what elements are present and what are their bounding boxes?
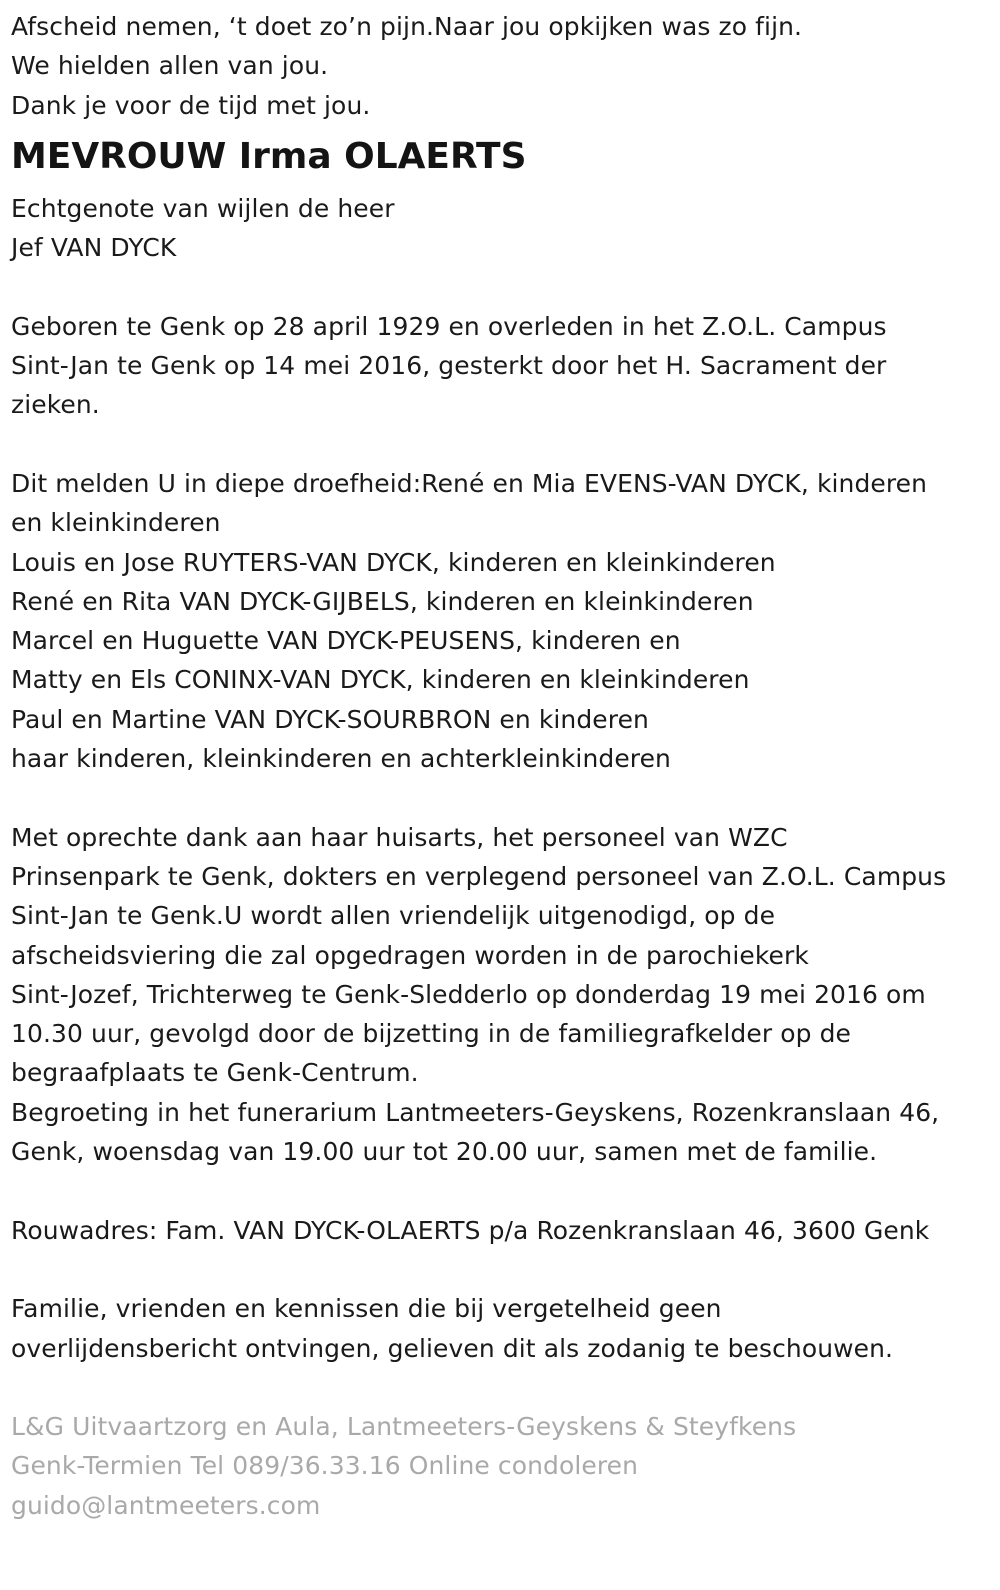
deceased-name: MEVROUW Irma OLAERTS — [11, 135, 527, 177]
family-line: René en Rita VAN DYCK-GIJBELS, kinderen en kleinkinderen — [11, 586, 754, 616]
ceremony-line: begraafplaats te Genk-Centrum. — [11, 1058, 419, 1088]
ceremony-line: Begroeting in het funerarium Lantmeeters-Geyskens, Rozenkranslaan 46, — [11, 1097, 940, 1127]
footer-line: L&G Uitvaartzorg en Aula, Lantmeeters-Geyskens & Steyfkens — [11, 1412, 797, 1442]
spacer — [11, 1368, 990, 1407]
relation-section — [11, 189, 990, 268]
ceremony-line: 10.30 uur, gevolgd door de bijzetting in de familiegrafkelder op de — [11, 1019, 852, 1049]
spacer — [11, 1171, 990, 1210]
family-line: Marcel en Huguette VAN DYCK-PEUSENS, kinderen en — [11, 626, 681, 656]
family-line: Paul en Martine VAN DYCK-SOURBRON en kinderen — [11, 704, 649, 734]
family-line: Matty en Els CONINX-VAN DYCK, kinderen en kleinkinderen — [11, 665, 750, 695]
spacer — [11, 425, 990, 464]
spacer — [11, 1250, 990, 1289]
poem-line: We hielden allen van jou. — [11, 51, 329, 81]
ceremony-line: Genk, woensdag van 19.00 uur tot 20.00 uur, samen met de familie. — [11, 1137, 878, 1167]
ceremony-line: Sint-Jan te Genk.U wordt allen vriendelijk uitgenodigd, op de — [11, 901, 776, 931]
footer-line: Genk-Termien Tel 089/36.33.16 Online condoleren — [11, 1451, 639, 1481]
poem-line: Afscheid nemen, ‘t doet zo’n pijn.Naar jou opkijken was zo fijn. — [11, 12, 803, 41]
spacer — [11, 267, 990, 306]
birth-death-line: zieken. — [11, 390, 100, 420]
address-line: Rouwadres: Fam. VAN DYCK-OLAERTS p/a Rozenkranslaan 46, 3600 Genk — [11, 1215, 930, 1245]
birth-death-line: Sint-Jan te Genk op 14 mei 2016, gesterkt door het H. Sacrament der — [11, 351, 887, 381]
family-line: en kleinkinderen — [11, 508, 221, 538]
family-line: Dit melden U in diepe droefheid:René en Mia EVENS-VAN DYCK, kinderen — [11, 468, 928, 498]
birth-death-line: Geboren te Genk op 28 april 1929 en overleden in het Z.O.L. Campus — [11, 311, 887, 341]
notice-line: Familie, vrienden en kennissen die bij vergetelheid geen — [11, 1294, 722, 1324]
address-section — [11, 1211, 990, 1250]
birth-death-section — [11, 307, 990, 425]
family-section — [11, 464, 990, 778]
ceremony-section — [11, 818, 990, 1172]
footer-email: guido@lantmeeters.com — [11, 1490, 321, 1520]
spacer — [11, 778, 990, 817]
funeral-home-footer — [11, 1407, 990, 1525]
ceremony-line: Sint-Jozef, Trichterweg te Genk-Sledderlo op donderdag 19 mei 2016 om — [11, 979, 926, 1009]
family-line: haar kinderen, kleinkinderen en achterkleinkinderen — [11, 744, 671, 774]
ceremony-line: afscheidsviering die zal opgedragen worden in de parochiekerk — [11, 940, 809, 970]
ceremony-line: Met oprechte dank aan haar huisarts, het personeel van WZC — [11, 822, 788, 852]
relation-line: Echtgenote van wijlen de heer — [11, 193, 395, 223]
notice-section — [11, 1289, 990, 1368]
relation-line: Jef VAN DYCK — [11, 233, 177, 263]
ceremony-line: Prinsenpark te Genk, dokters en verplegend personeel van Z.O.L. Campus — [11, 861, 947, 891]
family-line: Louis en Jose RUYTERS-VAN DYCK, kinderen en kleinkinderen — [11, 547, 776, 577]
poem-line: Dank je voor de tijd met jou. — [11, 90, 371, 120]
poem-section — [11, 7, 990, 125]
notice-line: overlijdensbericht ontvingen, gelieven dit als zodanig te beschouwen. — [11, 1333, 894, 1363]
